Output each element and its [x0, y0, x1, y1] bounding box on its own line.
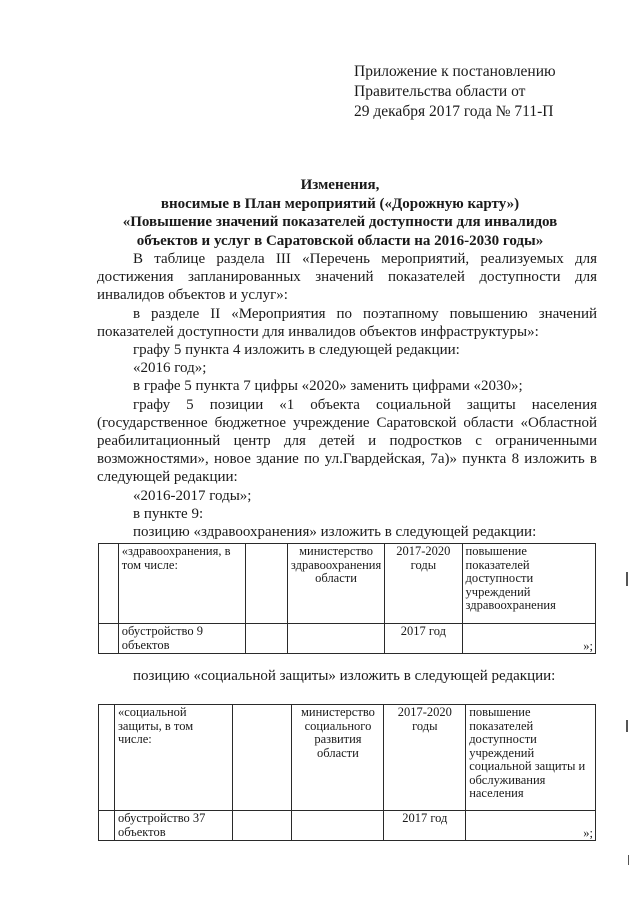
section-social-protection-heading: позицию «социальной защиты» изложить в следующей редакции: [133, 668, 556, 684]
title-line-1: Изменения, [300, 177, 380, 193]
appendix-note [354, 62, 556, 122]
empty-cell [292, 811, 384, 841]
social-protection-table [98, 704, 596, 841]
title-line-4: объектов и услуг в Саратовской области на 2016-2030 годы» [136, 232, 544, 249]
appendix-line-2: Правительства области от [354, 83, 526, 100]
empty-cell [287, 624, 384, 654]
paragraph-7: «2016-2017 годы»; [133, 487, 252, 504]
executor-cell: министерство социального развития области [292, 705, 384, 811]
appendix-line-1: Приложение к постановлению [354, 63, 556, 80]
paragraph-2: в разделе II «Мероприятия по поэтапному повышению значений показателей доступности для инвалидов объектов инфраструктуры»: [97, 305, 597, 340]
scan-edge-mark [626, 720, 628, 732]
table-row [99, 544, 596, 624]
period-cell: 2017-2020 годы [384, 705, 466, 811]
position-name-cell: обустройство 37 объектов [114, 811, 232, 841]
empty-cell [232, 811, 292, 841]
position-name-cell: обустройство 9 объектов [118, 624, 246, 654]
result-cell: повышение показателей доступности учреждений социальной защиты и обслуживания населения [466, 705, 596, 811]
result-cell: повышение показателей доступности учреждений здравоохранения [462, 544, 595, 624]
table-row [99, 705, 596, 811]
row-number-cell [99, 705, 115, 811]
paragraph-9: позицию «здравоохранения» изложить в следующей редакции: [133, 524, 537, 541]
paragraph-3: графу 5 пункта 4 изложить в следующей редакции: [133, 342, 460, 359]
paragraph-5: в графе 5 пункта 7 цифры «2020» заменить цифрами «2030»; [133, 378, 523, 395]
document-title [80, 176, 600, 250]
title-line-3: «Повышение значений показателей доступности для инвалидов [122, 214, 558, 230]
period-cell: 2017 год [384, 811, 466, 841]
paragraph-8: в пункте 9: [133, 505, 204, 522]
paragraph-1: В таблице раздела III «Перечень мероприятий, реализуемых для достижения запланированных значений показателей доступности для инвалидов объектов и услуг»: [97, 251, 597, 304]
paragraph-6: графу 5 позиции «1 объекта социальной защиты населения (государственное бюджетное учреждение Саратовской области «Областной реабилитационный центр для детей и подростков с ограниченными возможностями», новое здание по ул.Гвардейская, 7а)» пункта 8 изложить в следующей редакции: [97, 396, 597, 486]
empty-cell [246, 544, 287, 624]
title-line-2: вносимые в План мероприятий («Дорожную карту») [160, 195, 520, 212]
body-text [97, 250, 597, 541]
appendix-line-3: 29 декабря 2017 года № 711-П [354, 103, 554, 120]
scan-edge-mark [628, 855, 629, 865]
empty-cell [246, 624, 287, 654]
row-number-cell [99, 624, 119, 654]
executor-cell: министерство здравоохранения области [287, 544, 384, 624]
scan-edge-mark [626, 572, 628, 586]
closing-quote-cell: »; [466, 811, 596, 841]
row-number-cell [99, 811, 115, 841]
row-number-cell [99, 544, 119, 624]
health-table [98, 543, 596, 654]
empty-cell [232, 705, 292, 811]
table-row [99, 624, 596, 654]
table-row [99, 811, 596, 841]
paragraph-4: «2016 год»; [133, 360, 207, 377]
position-name-cell: «здравоохранения, в том числе: [118, 544, 246, 624]
period-cell: 2017 год [385, 624, 462, 654]
closing-quote-cell: »; [462, 624, 595, 654]
period-cell: 2017-2020 годы [385, 544, 462, 624]
position-name-cell: «социальной защиты, в том числе: [114, 705, 232, 811]
